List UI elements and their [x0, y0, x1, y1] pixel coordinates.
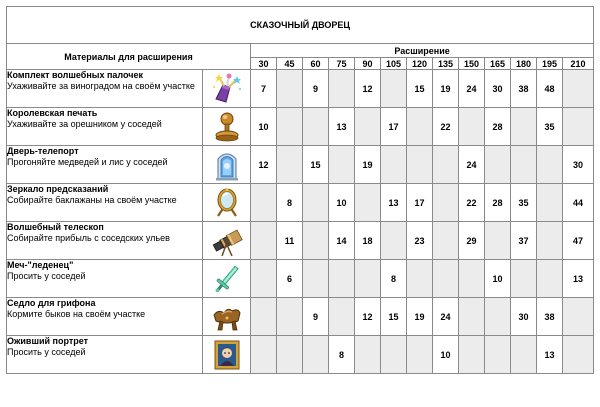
value-cell	[511, 260, 537, 298]
value-cell	[485, 298, 511, 336]
material-cell	[7, 298, 203, 336]
value-cell	[433, 260, 459, 298]
value-cell: 10	[251, 108, 277, 146]
value-cell: 8	[277, 184, 303, 222]
value-cell	[277, 70, 303, 108]
value-cell: 15	[381, 298, 407, 336]
level-header-30: 30	[251, 58, 277, 70]
material-description: Ухаживайте за виноградом на своём участке	[7, 81, 195, 91]
material-description: Прогоняйте медведей и лис у соседей	[7, 157, 168, 167]
value-cell: 24	[459, 70, 485, 108]
value-cell	[277, 146, 303, 184]
value-cell: 15	[407, 70, 433, 108]
value-cell	[407, 260, 433, 298]
level-header-150: 150	[459, 58, 485, 70]
value-cell	[537, 222, 563, 260]
table-row	[7, 336, 594, 374]
value-cell: 10	[433, 336, 459, 374]
material-cell	[7, 70, 203, 108]
value-cell	[407, 146, 433, 184]
value-cell: 30	[511, 298, 537, 336]
value-cell: 23	[407, 222, 433, 260]
value-cell	[329, 260, 355, 298]
level-header-90: 90	[355, 58, 381, 70]
table-row	[7, 70, 594, 108]
value-cell: 18	[355, 222, 381, 260]
value-cell: 8	[381, 260, 407, 298]
expansion-table	[6, 6, 594, 374]
material-cell	[7, 260, 203, 298]
value-cell	[511, 336, 537, 374]
value-cell: 35	[537, 108, 563, 146]
value-cell: 13	[537, 336, 563, 374]
value-cell: 24	[433, 298, 459, 336]
value-cell	[381, 336, 407, 374]
value-cell: 48	[537, 70, 563, 108]
value-cell	[511, 146, 537, 184]
candy-sword-icon	[203, 260, 251, 298]
value-cell	[277, 108, 303, 146]
value-cell: 11	[277, 222, 303, 260]
table-row	[7, 108, 594, 146]
value-cell	[381, 70, 407, 108]
value-cell	[563, 336, 594, 374]
value-cell	[563, 70, 594, 108]
expansion-column-header: Расширение	[251, 44, 594, 58]
value-cell: 22	[433, 108, 459, 146]
value-cell	[303, 260, 329, 298]
wand-set-icon	[203, 70, 251, 108]
value-cell	[485, 336, 511, 374]
value-cell	[537, 260, 563, 298]
value-cell: 14	[329, 222, 355, 260]
value-cell	[251, 222, 277, 260]
material-description: Собирайте прибыль с соседских ульев	[7, 233, 170, 243]
value-cell: 38	[537, 298, 563, 336]
value-cell: 30	[485, 70, 511, 108]
value-cell: 8	[329, 336, 355, 374]
value-cell	[459, 108, 485, 146]
value-cell: 19	[407, 298, 433, 336]
value-cell: 15	[303, 146, 329, 184]
value-cell: 24	[459, 146, 485, 184]
value-cell	[459, 260, 485, 298]
value-cell	[355, 336, 381, 374]
value-cell	[303, 184, 329, 222]
value-cell	[433, 184, 459, 222]
value-cell: 28	[485, 184, 511, 222]
level-header-45: 45	[277, 58, 303, 70]
material-description: Просить у соседей	[7, 271, 86, 281]
level-header-75: 75	[329, 58, 355, 70]
value-cell: 30	[563, 146, 594, 184]
magic-mirror-icon	[203, 184, 251, 222]
value-cell	[303, 108, 329, 146]
value-cell: 13	[329, 108, 355, 146]
level-header-210: 210	[563, 58, 594, 70]
value-cell	[303, 222, 329, 260]
level-header-105: 105	[381, 58, 407, 70]
value-cell	[329, 146, 355, 184]
level-header-180: 180	[511, 58, 537, 70]
value-cell	[277, 336, 303, 374]
level-header-120: 120	[407, 58, 433, 70]
value-cell: 17	[381, 108, 407, 146]
value-cell: 22	[459, 184, 485, 222]
value-cell: 9	[303, 298, 329, 336]
living-portrait-icon	[203, 336, 251, 374]
value-cell: 6	[277, 260, 303, 298]
material-name: Зеркало предсказаний	[7, 184, 109, 194]
material-name: Комплект волшебных палочек	[7, 70, 144, 80]
table-row	[7, 146, 594, 184]
value-cell: 12	[355, 70, 381, 108]
level-header-60: 60	[303, 58, 329, 70]
material-cell	[7, 336, 203, 374]
royal-seal-icon	[203, 108, 251, 146]
value-cell	[251, 184, 277, 222]
value-cell	[251, 336, 277, 374]
value-cell: 19	[355, 146, 381, 184]
material-cell	[7, 146, 203, 184]
material-name: Седло для грифона	[7, 298, 96, 308]
material-name: Меч-"леденец"	[7, 260, 74, 270]
level-header-135: 135	[433, 58, 459, 70]
value-cell: 47	[563, 222, 594, 260]
value-cell: 10	[485, 260, 511, 298]
value-cell	[407, 108, 433, 146]
value-cell	[485, 222, 511, 260]
material-name: Королевская печать	[7, 108, 98, 118]
level-header-195: 195	[537, 58, 563, 70]
materials-column-header: Материалы для расширения	[7, 44, 251, 70]
value-cell: 35	[511, 184, 537, 222]
value-cell	[407, 336, 433, 374]
value-cell: 12	[355, 298, 381, 336]
material-description: Собирайте баклажаны на своём участке	[7, 195, 177, 205]
value-cell	[563, 298, 594, 336]
value-cell	[563, 108, 594, 146]
value-cell: 29	[459, 222, 485, 260]
value-cell	[329, 298, 355, 336]
value-cell	[381, 146, 407, 184]
table-row	[7, 298, 594, 336]
value-cell	[251, 298, 277, 336]
value-cell	[511, 108, 537, 146]
value-cell: 10	[329, 184, 355, 222]
table-row	[7, 222, 594, 260]
material-description: Просить у соседей	[7, 347, 86, 357]
material-cell	[7, 222, 203, 260]
value-cell	[329, 70, 355, 108]
value-cell: 37	[511, 222, 537, 260]
value-cell	[381, 222, 407, 260]
value-cell	[355, 108, 381, 146]
value-cell	[537, 146, 563, 184]
value-cell	[433, 146, 459, 184]
value-cell: 13	[381, 184, 407, 222]
material-description: Кормите быков на своём участке	[7, 309, 146, 319]
telescope-icon	[203, 222, 251, 260]
value-cell	[277, 298, 303, 336]
page-title: СКАЗОЧНЫЙ ДВОРЕЦ	[7, 7, 594, 44]
table-row	[7, 184, 594, 222]
value-cell: 44	[563, 184, 594, 222]
level-header-165: 165	[485, 58, 511, 70]
material-name: Оживший портрет	[7, 336, 89, 346]
value-cell	[459, 336, 485, 374]
value-cell	[303, 336, 329, 374]
value-cell: 38	[511, 70, 537, 108]
expansion-materials-sheet	[6, 6, 594, 374]
material-description: Ухаживайте за орешником у соседей	[7, 119, 162, 129]
value-cell: 9	[303, 70, 329, 108]
value-cell	[459, 298, 485, 336]
value-cell	[355, 184, 381, 222]
material-cell	[7, 108, 203, 146]
value-cell	[251, 260, 277, 298]
value-cell: 19	[433, 70, 459, 108]
value-cell	[537, 184, 563, 222]
value-cell: 12	[251, 146, 277, 184]
value-cell: 17	[407, 184, 433, 222]
table-row	[7, 260, 594, 298]
value-cell	[485, 146, 511, 184]
material-cell	[7, 184, 203, 222]
value-cell: 7	[251, 70, 277, 108]
value-cell	[355, 260, 381, 298]
value-cell	[433, 222, 459, 260]
griffin-saddle-icon	[203, 298, 251, 336]
teleport-door-icon	[203, 146, 251, 184]
material-name: Дверь-телепорт	[7, 146, 79, 156]
value-cell: 13	[563, 260, 594, 298]
value-cell: 28	[485, 108, 511, 146]
material-name: Волшебный телескоп	[7, 222, 104, 232]
